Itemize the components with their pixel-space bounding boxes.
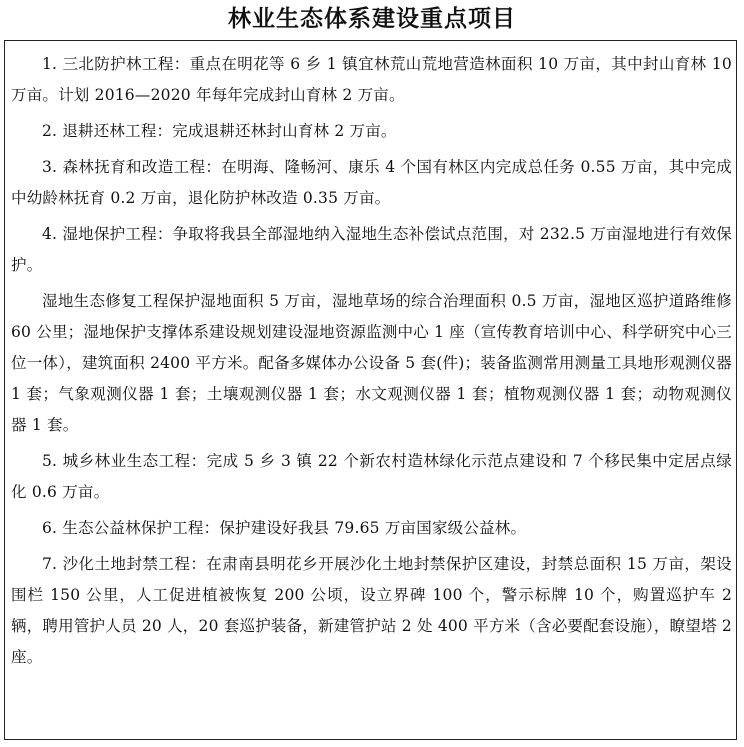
item-urban-rural-forestry: 5. 城乡林业生态工程：完成 5 乡 3 镇 22 个新农村造林绿化示范点建设和 7 个移民集中定居点绿化 0.6 万亩。 [11,452,732,501]
item-wetland-protection: 4. 湿地保护工程：争取将我县全部湿地纳入湿地生态补偿试点范围，对 232.5 万亩湿地进行有效保护。 [11,225,732,274]
item-wetland-restoration: 湿地生态修复工程保护湿地面积 5 万亩，湿地草场的综合治理面积 0.5 万亩，湿地区巡护道路维修 60 公里；湿地保护支撑体系建设规划建设湿地资源监测中心 1 座（宣传教育培训中心、科学研究中心三位一体），建筑面积 2400 平方米。配备多媒体办公设备 5 套(件)；装备监测常用测量工具地形观测仪器 1 套；气象观测仪器 1 套；土壤观测仪器 1 套；水文观测仪器 1 套；植物观测仪器 1 套；动物观测仪器 1 套。 [11,292,732,434]
item-sanbei-shelterbelt: 1. 三北防护林工程：重点在明花等 6 乡 1 镇宜林荒山荒地营造林面积 10 万亩，其中封山育林 10 万亩。计划 2016—2020 年每年完成封山育林 2 万亩。 [11,55,732,104]
content-table-cell [4,40,737,740]
page-title: 林业生态体系建设重点项目 [228,6,516,32]
item-grain-for-green: 2. 退耕还林工程：完成退耕还林封山育林 2 万亩。 [42,122,397,140]
item-forest-tending: 3. 森林抚育和改造工程：在明海、隆畅河、康乐 4 个国有林区内完成总任务 0.55 万亩，其中完成中幼龄林抚育 0.2 万亩，退化防护林改造 0.35 万亩。 [11,158,732,207]
item-desertified-land-closure: 7. 沙化土地封禁工程：在肃南县明花乡开展沙化土地封禁保护区建设，封禁总面积 15 万亩，架设围栏 150 公里，人工促进植被恢复 200 公顷，设立界碑 100 个，警示标牌 10 个，购置巡护车 2 辆，聘用管护人员 20 人，20 套巡护装备，新建管护站 2 处 400 平方米（含必要配套设施），瞭望塔 2 座。 [11,555,732,666]
item-public-welfare-forest: 6. 生态公益林保护工程：保护建设好我县 79.65 万亩国家级公益林。 [42,519,527,537]
